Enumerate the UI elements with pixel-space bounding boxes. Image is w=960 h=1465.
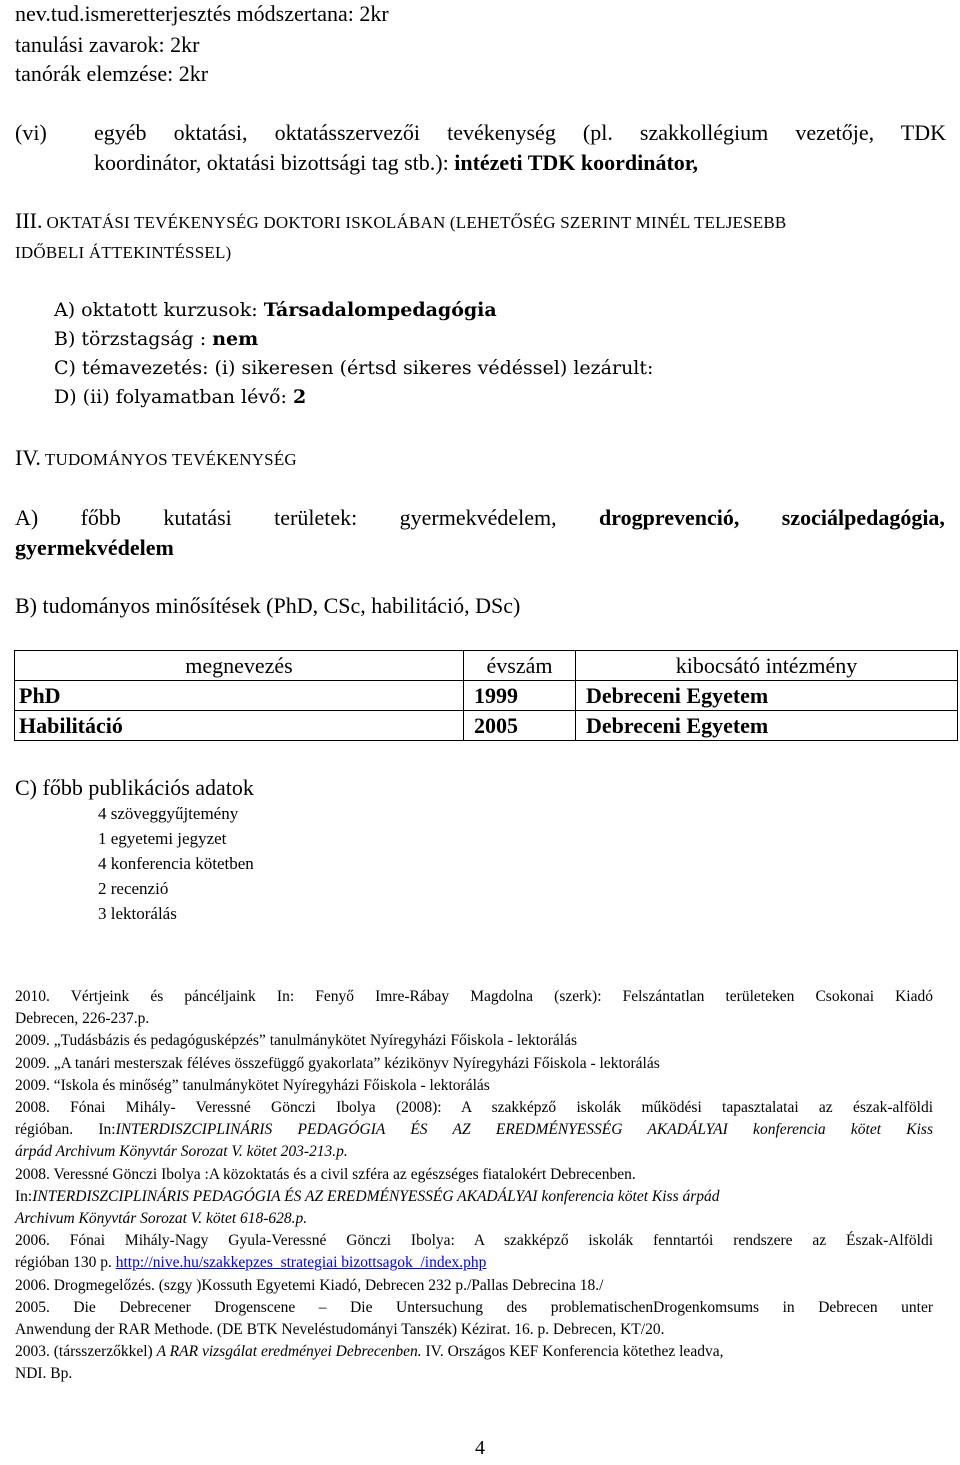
section-3-item-b — [54, 325, 653, 354]
reference-line — [15, 1341, 933, 1363]
publication-counts — [98, 803, 254, 928]
course-line-2: tanulási zavarok: 2kr — [15, 32, 200, 57]
reference-line: Anwendung der RAR Methode. (DE BTK Neveléstudományi Tanszék) Kézirat. 16. p. Debrecen, KT/20. — [15, 1321, 665, 1339]
section-3-heading — [15, 207, 786, 238]
item-vi-number: (vi) — [15, 120, 47, 145]
list-item: 2 recenzió — [98, 879, 169, 898]
reference-text: In: — [15, 1187, 33, 1205]
item-vi-line-1: egyéb oktatási, oktatásszervezői tevékenység (pl. szakkollégium vezetője, TDK — [94, 120, 946, 145]
research-areas-word: területek: — [274, 505, 358, 530]
section-3-heading-line-1: OKTATÁSI TEVÉKENYSÉG DOKTORI ISKOLÁBAN (LEHETŐSÉG SZERINT MINÉL TELJESEBB — [46, 213, 787, 232]
section-3-item-a — [54, 296, 653, 325]
reference-link[interactable]: http://nive.hu/szakkepzes_strategiai bizottsagok_/index.php — [115, 1254, 487, 1272]
reference-line: 2008. Veressné Gönczi Ibolya :A közoktatás és a civil szféra az egészséges fiatalokért Debrecenben. — [15, 1165, 636, 1183]
reference-line: árpád Archivum Könyvtár Sorozat V. kötet 203-213.p. — [15, 1143, 348, 1161]
research-areas-bold-word: drogprevenció, — [599, 505, 740, 530]
table-header: megnevezés — [15, 651, 464, 681]
table-cell: Debreceni Egyetem — [576, 711, 958, 741]
section-4-heading-text: TUDOMÁNYOS TEVÉKENYSÉG — [44, 450, 297, 469]
reference-line: NDI. Bp. — [15, 1365, 73, 1383]
section-3-roman: III. — [15, 208, 43, 233]
section-3-list — [54, 296, 653, 412]
research-areas-word: kutatási — [163, 505, 232, 530]
publications-label: C) főbb publikációs adatok — [15, 775, 254, 800]
course-line-1: nev.tud.ismeretterjesztés módszertana: 2kr — [15, 1, 389, 26]
research-areas-line-2-bold: gyermekvédelem — [15, 535, 174, 560]
item-b-value: nem — [212, 328, 259, 350]
reference-line — [15, 1252, 933, 1274]
reference-line — [15, 1119, 933, 1141]
section-4-heading — [15, 444, 297, 475]
reference-list — [15, 986, 933, 1386]
reference-line: Debrecen, 226-237.p. — [15, 1010, 150, 1028]
qualifications-label: B) tudományos minősítések (PhD, CSc, habilitáció, DSc) — [15, 593, 521, 618]
reference-text: régióban 130 p. — [15, 1254, 116, 1272]
item-vi-line-2-bold: intézeti TDK koordinátor, — [454, 150, 699, 175]
list-item: 4 konferencia kötetben — [98, 854, 254, 873]
list-item: 1 egyetemi jegyzet — [98, 829, 227, 848]
section-3-item-d — [54, 383, 653, 412]
reference-line: 2009. “Iskola és minőség” tanulmánykötet Nyíregyházi Főiskola - lektorálás — [15, 1076, 490, 1094]
item-a-label: A) oktatott kurzusok: — [54, 299, 264, 321]
research-areas-line-1 — [15, 505, 945, 531]
reference-line: 2005. Die Debrecener Drogenscene – Die Untersuchung des problematischenDrogenkomsums in Debrecen unter — [15, 1298, 933, 1316]
item-d-value: 2 — [293, 386, 307, 408]
reference-italic: INTERDISZCIPLINÁRIS PEDAGÓGIA ÉS AZ EREDMÉNYESSÉG AKADÁLYAI konferencia kötet Kiss — [115, 1121, 933, 1139]
reference-line: 2008. Fónai Mihály- Veressné Gönczi Ibolya (2008): A szakképző iskolák működési tapasztalatai az észak-alföldi — [15, 1099, 933, 1117]
course-line-3: tanórák elemzése: 2kr — [15, 61, 209, 86]
research-areas-line-2 — [15, 535, 174, 561]
research-areas-word: A) — [15, 505, 39, 530]
list-item: 3 lektorálás — [98, 904, 177, 923]
table-cell: 2005 — [464, 711, 576, 741]
reference-line: 2009. „A tanári mesterszak féléves összefüggő gyakorlata” kézikönyv Nyíregyházi Főiskola - lektorálás — [15, 1054, 660, 1072]
reference-line: 2009. „Tudásbázis és pedagógusképzés” tanulmánykötet Nyíregyházi Főiskola - lektorálás — [15, 1032, 578, 1050]
table-row — [15, 681, 958, 711]
item-d-label: D) (ii) folyamatban lévő: — [54, 386, 293, 408]
list-item: 4 szöveggyűjtemény — [98, 804, 239, 823]
reference-text: régióban. In: — [15, 1121, 116, 1139]
item-b-label: B) törzstagság : — [54, 328, 213, 350]
section-3-item-c — [54, 354, 653, 383]
table-row — [15, 711, 958, 741]
item-c-label: C) témavezetés: (i) sikeresen (értsd sikeres védéssel) lezárult: — [54, 357, 654, 379]
reference-italic: A RAR vizsgálat eredményei Debrecenben. — [156, 1343, 422, 1361]
qualifications-table — [14, 650, 958, 741]
item-vi-line-2-text: koordinátor, oktatási bizottsági tag stb.): — [94, 150, 455, 175]
table-header: kibocsátó intézmény — [576, 651, 958, 681]
page-number: 4 — [475, 1437, 485, 1459]
table-header-row — [15, 651, 958, 681]
table-cell: 1999 — [464, 681, 576, 711]
reference-line: Archivum Könyvtár Sorozat V. kötet 618-628.p. — [15, 1210, 308, 1228]
reference-line — [15, 1186, 933, 1208]
reference-line: 2006. Drogmegelőzés. (szgy )Kossuth Egyetemi Kiadó, Debrecen 232 p./Pallas Debrecina 18./ — [15, 1276, 604, 1294]
research-areas-word: főbb — [80, 505, 121, 530]
section-3-heading-line-2: IDŐBELI ÁTTEKINTÉSSEL) — [15, 243, 232, 262]
table-cell: Habilitáció — [15, 711, 464, 741]
reference-text: 2003. (társszerzőkkel) — [15, 1343, 157, 1361]
table-header: évszám — [464, 651, 576, 681]
reference-text: IV. Országos KEF Konferencia kötethez leadva, — [421, 1343, 724, 1361]
section-4-roman: IV. — [15, 445, 41, 470]
table-cell: PhD — [15, 681, 464, 711]
item-a-value: Társadalompedagógia — [263, 299, 497, 321]
research-areas-word: gyermekvédelem, — [399, 505, 557, 530]
reference-italic: INTERDISZCIPLINÁRIS PEDAGÓGIA ÉS AZ EREDMÉNYESSÉG AKADÁLYAI konferencia kötet Kiss árpád — [32, 1187, 720, 1205]
table-cell: Debreceni Egyetem — [576, 681, 958, 711]
reference-line: 2010. Vértjeink és páncéljaink In: Fenyő Imre-Rábay Magdolna (szerk): Felszántatlan területeken Csokonai Kiadó — [15, 988, 933, 1005]
item-vi-line-2 — [94, 150, 698, 176]
reference-line: 2006. Fónai Mihály-Nagy Gyula-Veressné Gönczi Ibolya: A szakképző iskolák fenntartói rendszere az Észak-Alföldi — [15, 1232, 933, 1250]
research-areas-bold-word: szociálpedagógia, — [781, 505, 945, 530]
